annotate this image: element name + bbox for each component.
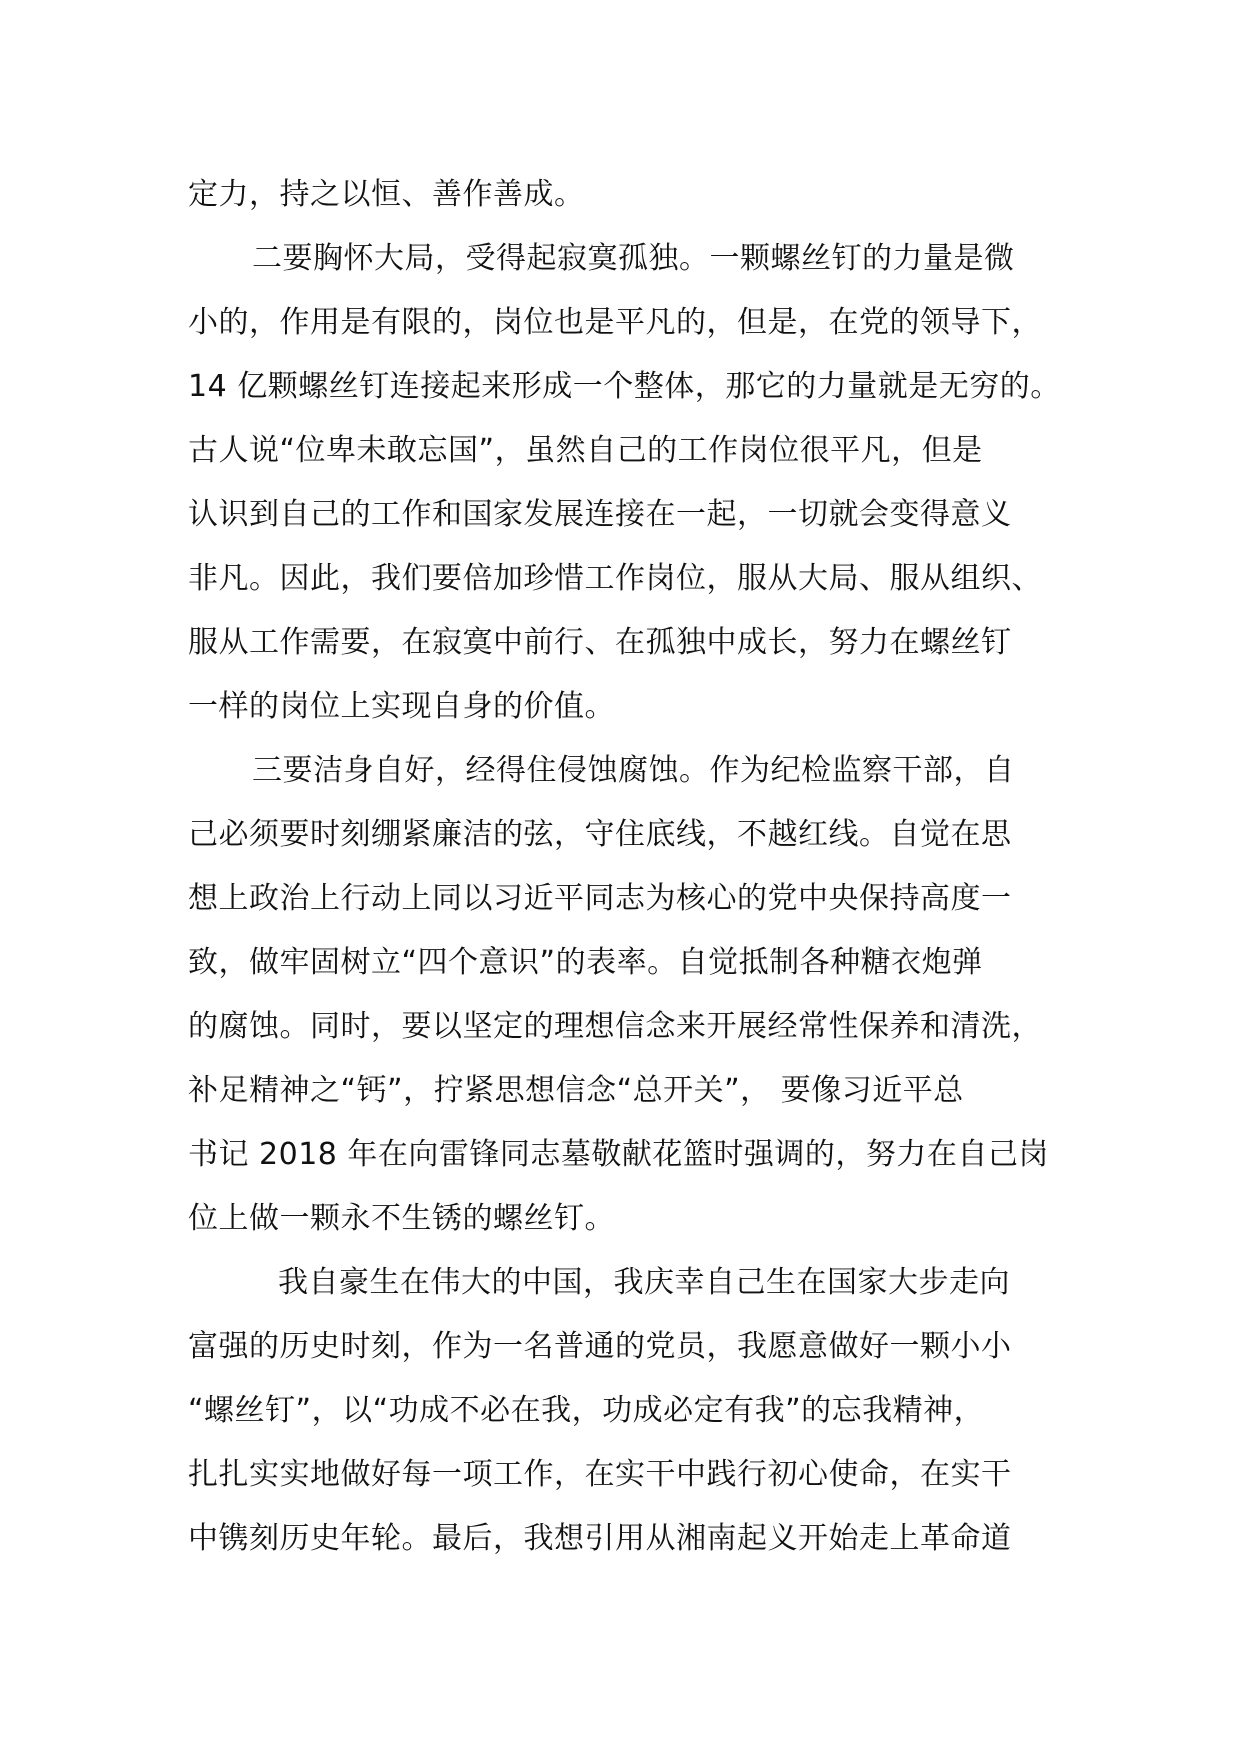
text-line: 二要胸怀大局，受得起寂寞孤独。一颗螺丝钉的力量是微 [252, 241, 1015, 276]
text-line: 己必须要时刻绷紧廉洁的弦，守住底线，不越红线。自觉在思 [188, 817, 1012, 852]
text-line: 富强的历史时刻，作为一名普通的党员，我愿意做好一颗小小 [188, 1329, 1012, 1364]
text-line: 位上做一颗永不生锈的螺丝钉。 [188, 1201, 615, 1236]
text-line: 的腐蚀。同时，要以坚定的理想信念来开展经常性保养和清洗， [188, 1009, 1042, 1044]
body-text [188, 163, 1088, 1571]
text-line: 补足精神之“钙”，拧紧思想信念“总开关”， 要像习近平总 [188, 1073, 964, 1108]
text-line: “螺丝钉”，以“功成不必在我，功成必定有我”的忘我精神， [188, 1393, 985, 1428]
text-line: 三要洁身自好，经得住侵蚀腐蚀。作为纪检监察干部，自 [252, 753, 1015, 788]
text-line: 中镌刻历史年轮。最后，我想引用从湘南起义开始走上革命道 [188, 1521, 1012, 1556]
text-line: 古人说“位卑未敢忘国”，虽然自己的工作岗位很平凡，但是 [188, 433, 983, 468]
text-line: 致，做牢固树立“四个意识”的表率。自觉抵制各种糖衣炮弹 [188, 945, 983, 980]
text-line: 非凡。因此，我们要倍加珍惜工作岗位，服从大局、服从组织、 [188, 561, 1042, 596]
text-line: 认识到自己的工作和国家发展连接在一起，一切就会变得意义 [188, 497, 1012, 532]
text-line: 扎扎实实地做好每一项工作，在实干中践行初心使命，在实干 [188, 1457, 1012, 1492]
text-line: 一样的岗位上实现自身的价值。 [188, 689, 615, 724]
text-line: 服从工作需要，在寂寞中前行、在孤独中成长，努力在螺丝钉 [188, 625, 1012, 660]
text-line: 定力，持之以恒、善作善成。 [188, 177, 585, 212]
text-line: 14 亿颗螺丝钉连接起来形成一个整体，那它的力量就是无穷的。 [188, 369, 1061, 404]
text-line: 想上政治上行动上同以习近平同志为核心的党中央保持高度一 [188, 881, 1012, 916]
text-line: 小的，作用是有限的，岗位也是平凡的，但是，在党的领导下， [188, 305, 1042, 340]
text-line: 我自豪生在伟大的中国，我庆幸自己生在国家大步走向 [278, 1265, 1010, 1300]
text-line: 书记 2018 年在向雷锋同志墓敬献花篮时强调的，努力在自己岗 [188, 1137, 1049, 1172]
